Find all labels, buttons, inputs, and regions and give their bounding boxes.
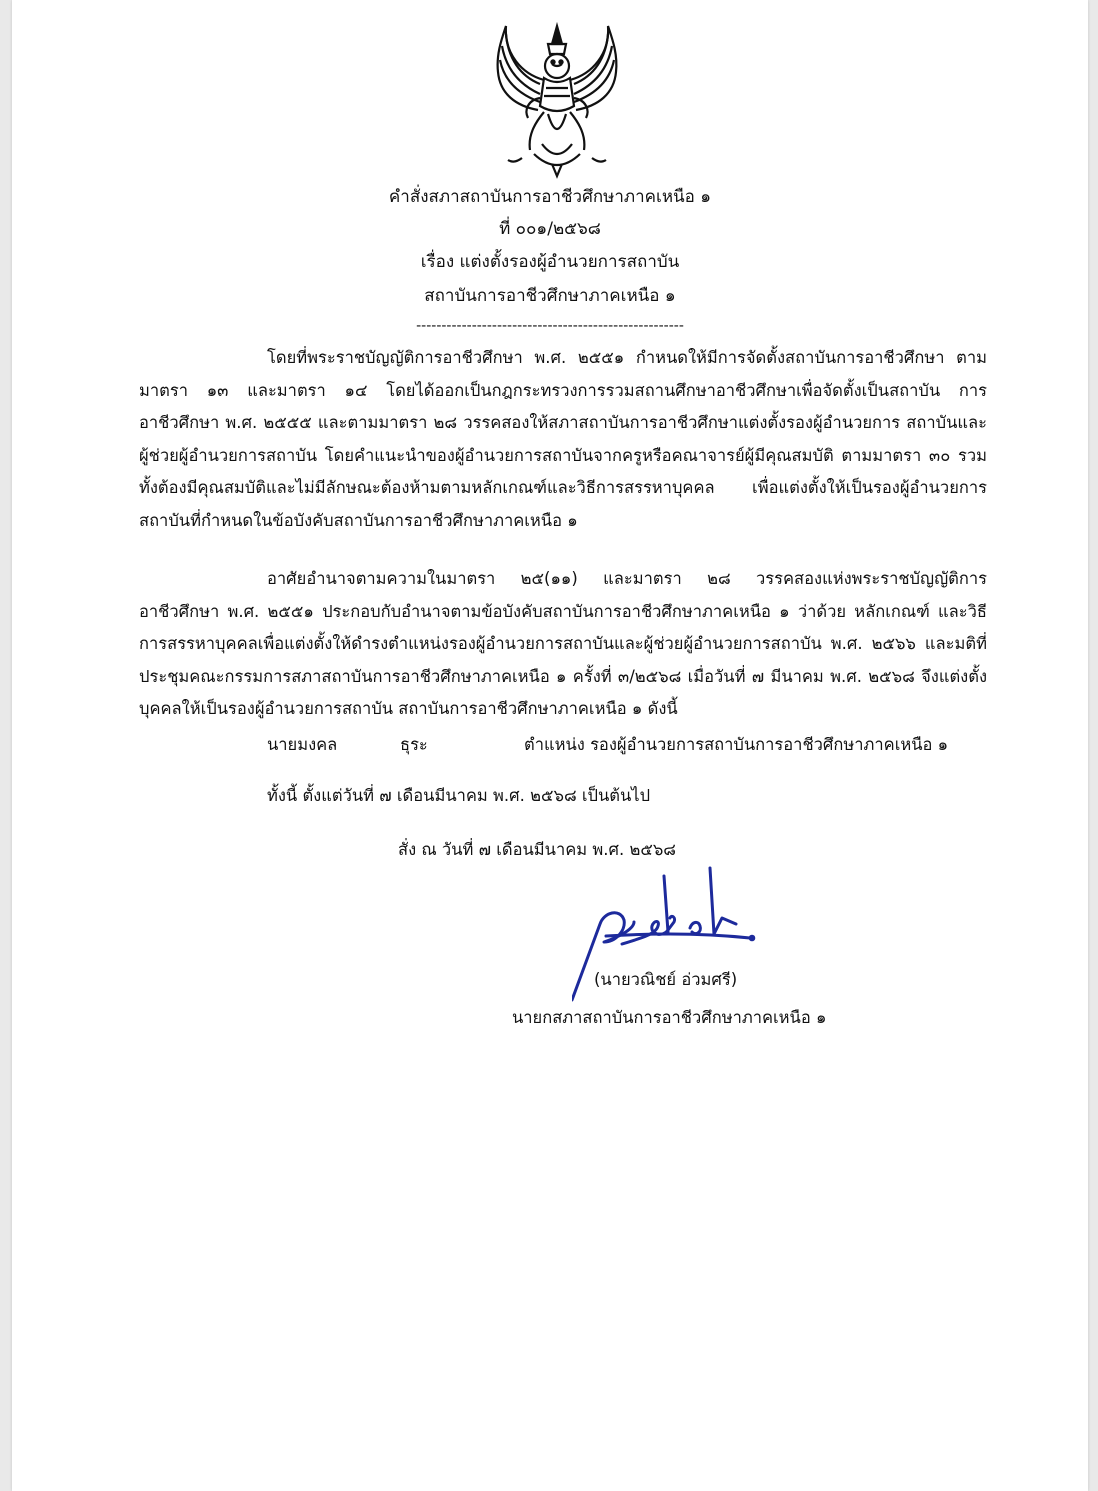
order-institution: สถาบันการอาชีวศึกษาภาคเหนือ ๑	[424, 286, 676, 306]
order-subject: เรื่อง แต่งตั้งรองผู้อำนวยการสถาบัน	[420, 252, 680, 272]
appointee-first-name: นายมงคล	[267, 735, 338, 754]
signer-name: (นายวณิชย์ อ่วมศรี)	[594, 970, 738, 989]
order-heading: คำสั่งสภาสถาบันการอาชีวศึกษาภาคเหนือ ๑	[388, 187, 712, 207]
order-number: ที่ ๐๐๑/๒๕๖๘	[499, 219, 601, 239]
appointee-last-name: ธุระ	[400, 735, 428, 754]
appointee-position: ตำแหน่ง รองผู้อำนวยการสถาบันการอาชีวศึกษาภาคเหนือ ๑	[524, 735, 949, 754]
garuda-emblem-icon	[482, 14, 632, 180]
ordered-date: สั่ง ณ วันที่ ๗ เดือนมีนาคม พ.ศ. ๒๕๖๘	[398, 840, 677, 859]
document-page	[12, 0, 1088, 1491]
effective-date: ทั้งนี้ ตั้งแต่วันที่ ๗ เดือนมีนาคม พ.ศ. ๒๕๖๘ เป็นต้นไป	[267, 786, 651, 805]
authority-paragraph: อาศัยอำนาจตามความในมาตรา ๒๕(๑๑) และมาตรา ๒๘ วรรคสองแห่งพระราชบัญญัติการ อาชีวศึกษา พ.ศ. ๒๕๕๑ ประกอบกับอำนาจตามข้อบังคับสถาบันการอาชีวศึกษาภาคเหนือ ๑ ว่าด้วย หลักเกณฑ์ และวิธีการสรรหาบุคคลเพื่อแต่งตั้งให้ดำรงตำแหน่งรองผู้อำนวยการสถาบันและผู้ช่วยผู้อำนวยการสถาบัน พ.ศ. ๒๕๖๖ และมติที่ประชุมคณะกรรมการสภาสถาบันการอาชีวศึกษาภาคเหนือ ๑ ครั้งที่ ๓/๒๕๖๘ เมื่อวันที่ ๗ มีนาคม พ.ศ. ๒๕๖๘ จึงแต่งตั้งบุคคลให้เป็นรองผู้อำนวยการสถาบัน สถาบันการอาชีวศึกษาภาคเหนือ ๑ ดังนี้	[139, 569, 987, 718]
signer-title: นายกสภาสถาบันการอาชีวศึกษาภาคเหนือ ๑	[512, 1008, 827, 1027]
separator-line: -----------------------------------------------------	[416, 318, 684, 334]
preamble-paragraph: โดยที่พระราชบัญญัติการอาชีวศึกษา พ.ศ. ๒๕๕๑ กำหนดให้มีการจัดตั้งสถาบันการอาชีวศึกษา ตามมาตรา ๑๓ และมาตรา ๑๔ โดยได้ออกเป็นกฎกระทรวงการรวมสถานศึกษาอาชีวศึกษาเพื่อจัดตั้งเป็นสถาบัน การอาชีวศึกษา พ.ศ. ๒๕๕๕ และตามมาตรา ๒๘ วรรคสองให้สภาสถาบันการอาชีวศึกษาแต่งตั้งรองผู้อำนวยการ สถาบันและผู้ช่วยผู้อำนวยการสถาบัน โดยคำแนะนำของผู้อำนวยการสถาบันจากครูหรือคณาจารย์ผู้มีคุณสมบัติ ตามมาตรา ๓๐ รวมทั้งต้องมีคุณสมบัติและไม่มีลักษณะต้องห้ามตามหลักเกณฑ์และวิธีการสรรหาบุคคล เพื่อแต่งตั้งให้เป็นรองผู้อำนวยการสถาบันที่กำหนดในข้อบังคับสถาบันการอาชีวศึกษาภาคเหนือ ๑	[139, 348, 987, 530]
